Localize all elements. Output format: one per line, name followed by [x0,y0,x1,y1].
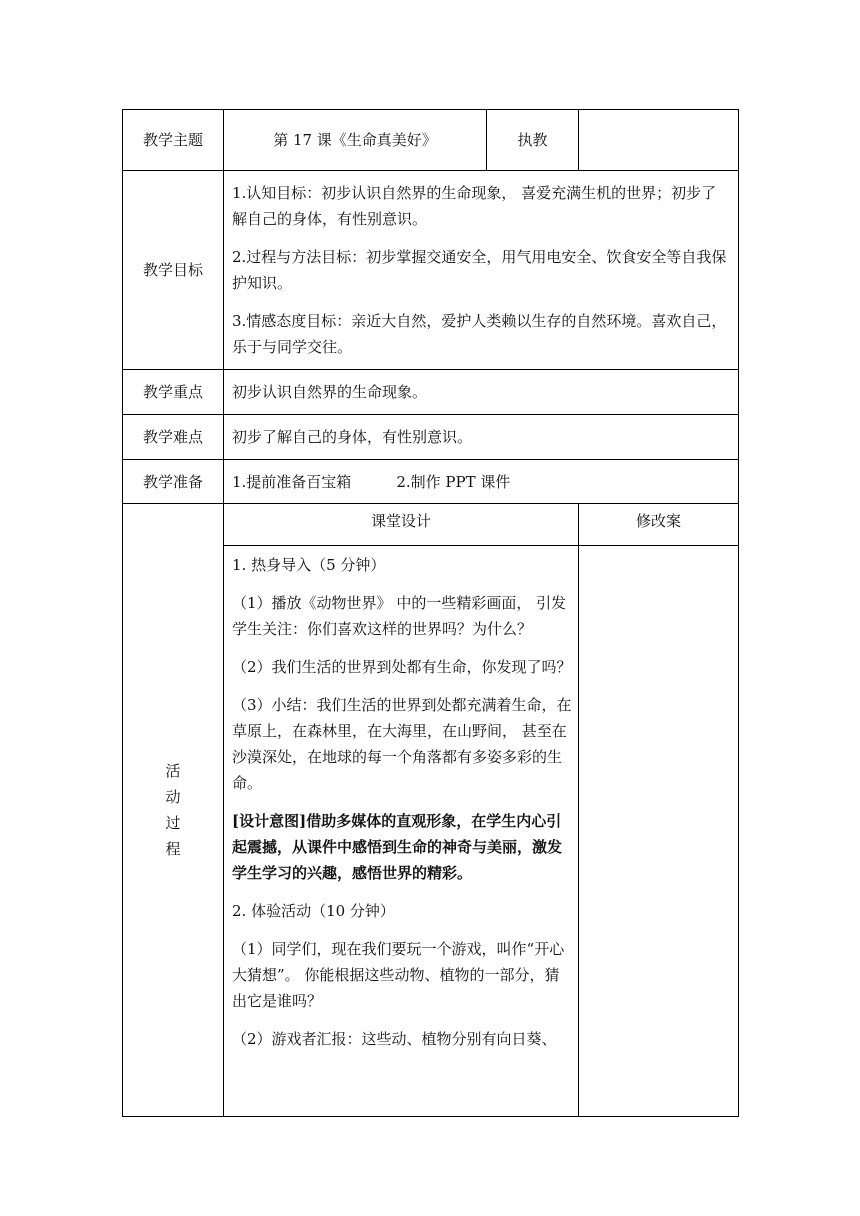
key-point-value: 初步认识自然界的生命现象。 [224,370,739,415]
revision-header: 修改案 [579,504,739,546]
objectives-label: 教学目标 [123,171,224,370]
design-paragraph: （1）同学们，现在我们要玩一个游戏，叫作“开心大猜想”。 你能根据这些动物、植物的一部分，猜出它是谁吗？ [232,940,565,1010]
process-label [123,504,224,1117]
objective-item: 3.情感态度目标：亲近大自然，爱护人类赖以生存的自然环境。喜欢自己，乐于与同学交往。 [232,312,727,356]
objective-item: 1.认知目标：初步认识自然界的生命现象， 喜爱充满生机的世界；初步了解自己的身体，有性别意识。 [232,184,717,228]
design-content [224,546,579,1117]
design-intent-paragraph: [设计意图]借助多媒体的直观形象，在学生内心引起震撼，从课件中感悟到生命的神奇与美丽，激发学生学习的兴趣，感悟世界的精彩。 [232,812,563,882]
objectives-row [123,171,739,370]
process-header-row [123,504,739,546]
key-point-row [123,370,739,415]
design-paragraph: 1. 热身导入（5 分钟） [232,556,386,574]
difficulty-value: 初步了解自己的身体，有性别意识。 [224,415,739,460]
design-paragraph: （1）播放《动物世界》 中的一些精彩画面， 引发学生关注：你们喜欢这样的世界吗？为什么？ [232,594,567,638]
lesson-plan-table [122,109,739,1117]
design-paragraph: 2. 体验活动（10 分钟） [232,902,395,920]
key-point-label: 教学重点 [123,370,224,415]
process-label-char: 活 [165,762,181,780]
design-paragraph: （2）我们生活的世界到处都有生命，你发现了吗？ [232,658,572,676]
revision-content [579,546,739,1117]
process-label-char: 过 [165,814,181,832]
teacher-label: 执教 [487,110,579,171]
preparation-value: 1.提前准备百宝箱 2.制作 PPT 课件 [224,460,739,504]
objective-item: 2.过程与方法目标：初步掌握交通安全，用气用电安全、饮食安全等自我保护知识。 [232,248,727,292]
teacher-value [579,110,739,171]
design-paragraph: （3）小结：我们生活的世界到处都充满着生命，在草原上，在森林里，在大海里，在山野间， 甚至在沙漠深处，在地球的每一个角落都有多姿多彩的生命。 [232,696,572,792]
design-paragraph: （2）游戏者汇报：这些动、植物分别有向日葵、 [232,1030,557,1048]
process-label-char: 程 [165,840,181,858]
topic-label: 教学主题 [123,110,224,171]
topic-row [123,110,739,171]
preparation-row [123,460,739,504]
preparation-label: 教学准备 [123,460,224,504]
difficulty-row [123,415,739,460]
objectives-content [224,171,739,370]
design-header: 课堂设计 [224,504,579,546]
topic-value: 第 17 课《生命真美好》 [224,110,487,171]
process-label-char: 动 [165,788,181,806]
difficulty-label: 教学难点 [123,415,224,460]
